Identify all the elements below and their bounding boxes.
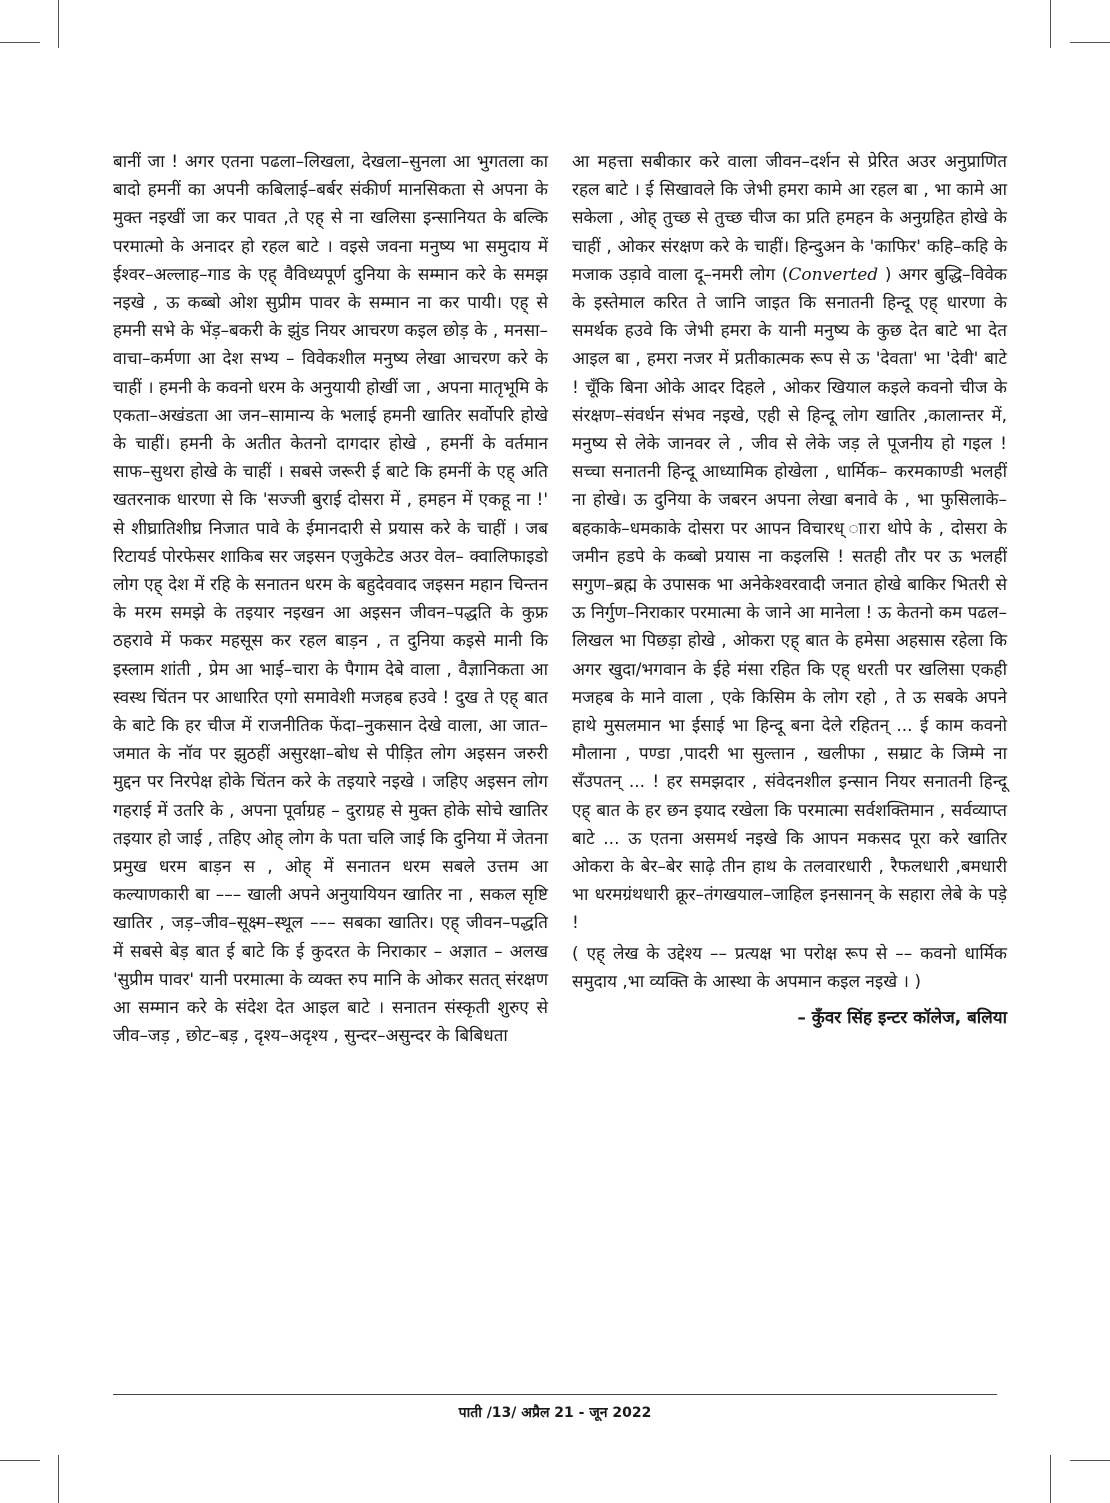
- latin-word: Converted: [788, 264, 879, 285]
- page-footer: पाती /13/ अप्रैल 21 - जून 2022: [458, 1405, 652, 1421]
- left-column: [113, 148, 548, 1051]
- crop-mark: [58, 1455, 59, 1503]
- right-paragraph-part-a: आ महत्ता सबीकार करे वाला जीवन–दर्शन से प्रेरित अउर अनुप्राणित रहल बाटे । ई सिखावले कि जेभी हमरा कामे आ रहल बा , भा कामे आ सकेला , ओह् तुच्छ से तुच्छ चीज का प्रति हमहन के अनुग्रहित होखे के चाहीं , ओकर संरक्षण करे के चाहीं। हिन्दुअन के 'काफिर' कहि–कहि के मजाक उड़ावे वाला दू–नमरी लोग (: [572, 152, 1007, 285]
- disclaimer-note: ( एह् लेख के उद्देश्य –– प्रत्यक्ष भा परोक्ष रूप से –– कवनो धार्मिक समुदाय ,भा व्यक्ति के आस्था के अपमान कइल नइखे । ): [572, 943, 1007, 992]
- right-column: [572, 148, 1007, 1032]
- crop-mark: [1070, 1460, 1110, 1461]
- crop-mark: [1050, 1455, 1051, 1503]
- author-signature: – कुँवर सिंह इन्टर कॉलेज, बलिया: [797, 1008, 1007, 1029]
- crop-mark: [1070, 42, 1110, 43]
- crop-mark: [0, 1460, 40, 1461]
- right-paragraph-part-b: ) अगर बुद्धि–विवेक के इस्तेमाल करित ते जानि जाइत कि सनातनी हिन्दू एह् धारणा के समर्थक हउवे कि जेभी हमरा के यानी मनुष्य के कुछ देत बाटे भा देत आइल बा , हमरा नजर में प्रतीकात्मक रूप से ऊ 'देवता' भा 'देवी' बाटे ! चूँकि बिना ओके आदर दिहले , ओकर खियाल कइले कवनो चीज के संरक्षण–संवर्धन संभव नइखे, एही से हिन्दू लोग खातिर ,कालान्तर में, मनुष्य से लेके जानवर ले , जीव से लेके जड़ ले पूजनीय हो गइल ! सच्चा सनातनी हिन्दू आध्यामिक होखेला , धार्मिक– करमकाण्डी भलहीं ना होखे। ऊ दुनिया के जबरन अपना लेखा बनावे के , भा फुसिलाके–बहकाके–धमकाके दोसरा पर आपन विचारध् ाारा थोपे के , दोसरा के जमीन हडपे के कब्बो प्रयास ना कइलसि ! सतही तौर पर ऊ भलहीं सगुण–ब्रह्म के उपासक भा अनेकेश्वरवादी जनात होखे बाकिर भितरी से ऊ निर्गुण–निराकार परमात्मा के जाने आ मानेला ! ऊ केतनो कम पढल–लिखल भा पिछड़ा होखे , ओकरा एह् बात के हमेसा अहसास रहेला कि अगर खुदा/भगवान के ईहे मंसा रहित कि एह् धरती पर खलिसा एकही मजहब के माने वाला , एके किसिम के लोग रहो , ते ऊ सबके अपने हाथे मुसलमान भा ईसाई भा हिन्दू बना देले रहितन् ... ई काम कवनो मौलाना , पण्डा ,पादरी भा सुल्तान , खलीफा , सम्राट के जिम्मे ना सँउपतन् ... ! हर समझदार , संवेदनशील इन्सान नियर सनातनी हिन्दू एह् बात के हर छन इयाद रखेला कि परमात्मा सर्वशक्तिमान , सर्वव्याप्त बाटे ... ऊ एतना असमर्थ नइखे कि आपन मकसद पूरा करे खातिर ओकरा के बेर–बेर साढ़े तीन हाथ के तलवारधारी , रैफलधारी ,बमधारी भा धरमग्रंथधारी क्रूर–तंगखयाल–जाहिल इनसानन् के सहारा लेबे के पड़े !: [572, 264, 1007, 934]
- crop-mark: [58, 0, 59, 48]
- left-paragraph: बानीं जा ! अगर एतना पढला–लिखला, देखला–सुनला आ भुगतला का बादो हमनीं का अपनी कबिलाई–बर्बर संकीर्ण मानसिकता से अपना के मुक्त नइखीं जा कर पावत ,ते एह् से ना खलिसा इन्सानियत के बल्कि परमात्मो के अनादर हो रहल बाटे । वइसे जवना मनुष्य भा समुदाय में ईश्वर–अल्लाह–गाड के एह् वैविध्यपूर्ण दुनिया के सम्मान करे के समझ नइखे , ऊ कब्बो ओश सुप्रीम पावर के सम्मान ना कर पायी। एह् से हमनी सभे के भेंड़–बकरी के झुंड नियर आचरण कइल छोड़ के , मनसा–वाचा–कर्मणा आ देश सभ्य – विवेकशील मनुष्य लेखा आचरण करे के चाहीं । हमनी के कवनो धरम के अनुयायी होखीं जा , अपना मातृभूमि के एकता–अखंडता आ जन–सामान्य के भलाई हमनी खातिर सर्वोपरि होखे के चाहीं। हमनी के अतीत केतनो दागदार होखे , हमनीं के वर्तमान साफ–सुथरा होखे के चाहीं । सबसे जरूरी ई बाटे कि हमनीं के एह् अति खतरनाक धारणा से कि 'सज्जी बुराई दोसरा में , हमहन में एकहू ना !' से शीघ्रातिशीघ्र निजात पावे के ईमानदारी से प्रयास करे के चाहीं । जब रिटायर्ड पोरफेसर शाकिब सर जइसन एजुकेटेड अउर वेल– क्वालिफाइडो लोग एह् देश में रहि के सनातन धरम के बहुदेववाद जइसन महान चिन्तन के मरम समझे के तइयार नइखन आ अइसन जीवन–पद्धति के कुफ्र ठहरावे में फकर महसूस कर रहल बाड़न , त दुनिया कइसे मानी कि इस्लाम शांती , प्रेम आ भाई–चारा के पैगाम देबे वाला , वैज्ञानिकता आ स्वस्थ चिंतन पर आधारित एगो समावेशी मजहब हउवे ! दुख ते एह् बात के बाटे कि हर चीज में राजनीतिक फेंदा–नुकसान देखे वाला, आ जात–जमात के नॉव पर झुठहीं असुरक्षा–बोध से पीड़ित लोग अइसन जरुरी मुद्दन पर निरपेक्ष होके चिंतन करे के तइयारे नइखे । जहिए अइसन लोग गहराई में उतरि के , अपना पूर्वाग्रह – दुराग्रह से मुक्त होके सोचे खातिर तइयार हो जाई , तहिए ओह् लोग के पता चलि जाई कि दुनिया में जेतना प्रमुख धरम बाड़न स , ओह् में सनातन धरम सबले उत्तम आ कल्याणकारी बा ––– खाली अपने अनुयायियन खातिर ना , सकल सृष्टि खातिर , जड़–जीव–सूक्ष्म–स्थूल ––– सबका खातिर। एह् जीवन–पद्धति में सबसे बेड़ बात ई बाटे कि ई कुदरत के निराकार – अज्ञात – अलख 'सुप्रीम पावर' यानी परमात्मा के व्यक्त रुप मानि के ओकर सतत् संरक्षण आ सम्मान करे के संदेश देत आइल बाटे । सनातन संस्कृती शुरुए से जीव–जड़ , छोट–बड़ , दृश्य–अदृश्य , सुन्दर–असुन्दर के बिबिधता: [113, 152, 548, 1047]
- crop-mark: [1050, 0, 1051, 48]
- right-paragraph: [572, 148, 1007, 938]
- crop-mark: [0, 42, 40, 43]
- footer-rule: [113, 1394, 997, 1395]
